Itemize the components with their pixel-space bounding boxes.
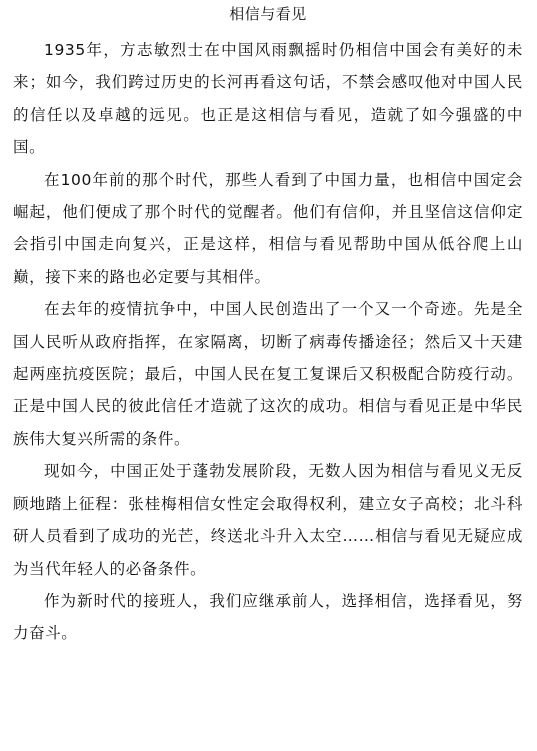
paragraph-1: 1935年，方志敏烈士在中国风雨飘摇时仍相信中国会有美好的未来；如今，我们跨过历史的长河再看这句话，不禁会感叹他对中国人民的信任以及卓越的远见。也正是这相信与看见，造就了如今强盛的中国。 xyxy=(13,41,523,157)
paragraph-4: 现如今，中国正处于蓬勃发展阶段，无数人因为相信与看见义无反顾地踏上征程：张桂梅相信女性定会取得权利，建立女子高校；北斗科研人员看到了成功的光芒，终送北斗升入太空……相信与看见无疑应成为当代年轻人的必备条件。 xyxy=(13,462,523,578)
paragraph-5: 作为新时代的接班人，我们应继承前人，选择相信，选择看见，努力奋斗。 xyxy=(13,591,523,643)
document-title: 相信与看见 xyxy=(229,5,307,23)
paragraph-3: 在去年的疫情抗争中，中国人民创造出了一个又一个奇迹。先是全国人民听从政府指挥，在家隔离，切断了病毒传播途径；然后又十天建起两座抗疫医院；最后，中国人民在复工复课后又积极配合防疫行动。正是中国人民的彼此信任才造就了这次的成功。相信与看见正是中华民族伟大复兴所需的条件。 xyxy=(13,300,523,448)
paragraph-2: 在100年前的那个时代，那些人看到了中国力量，也相信中国定会崛起，他们便成了那个时代的觉醒者。他们有信仰，并且坚信这信仰定会指引中国走向复兴，正是这样，相信与看见帮助中国从低谷爬上山巅，接下来的路也必定要与其相伴。 xyxy=(13,170,523,286)
